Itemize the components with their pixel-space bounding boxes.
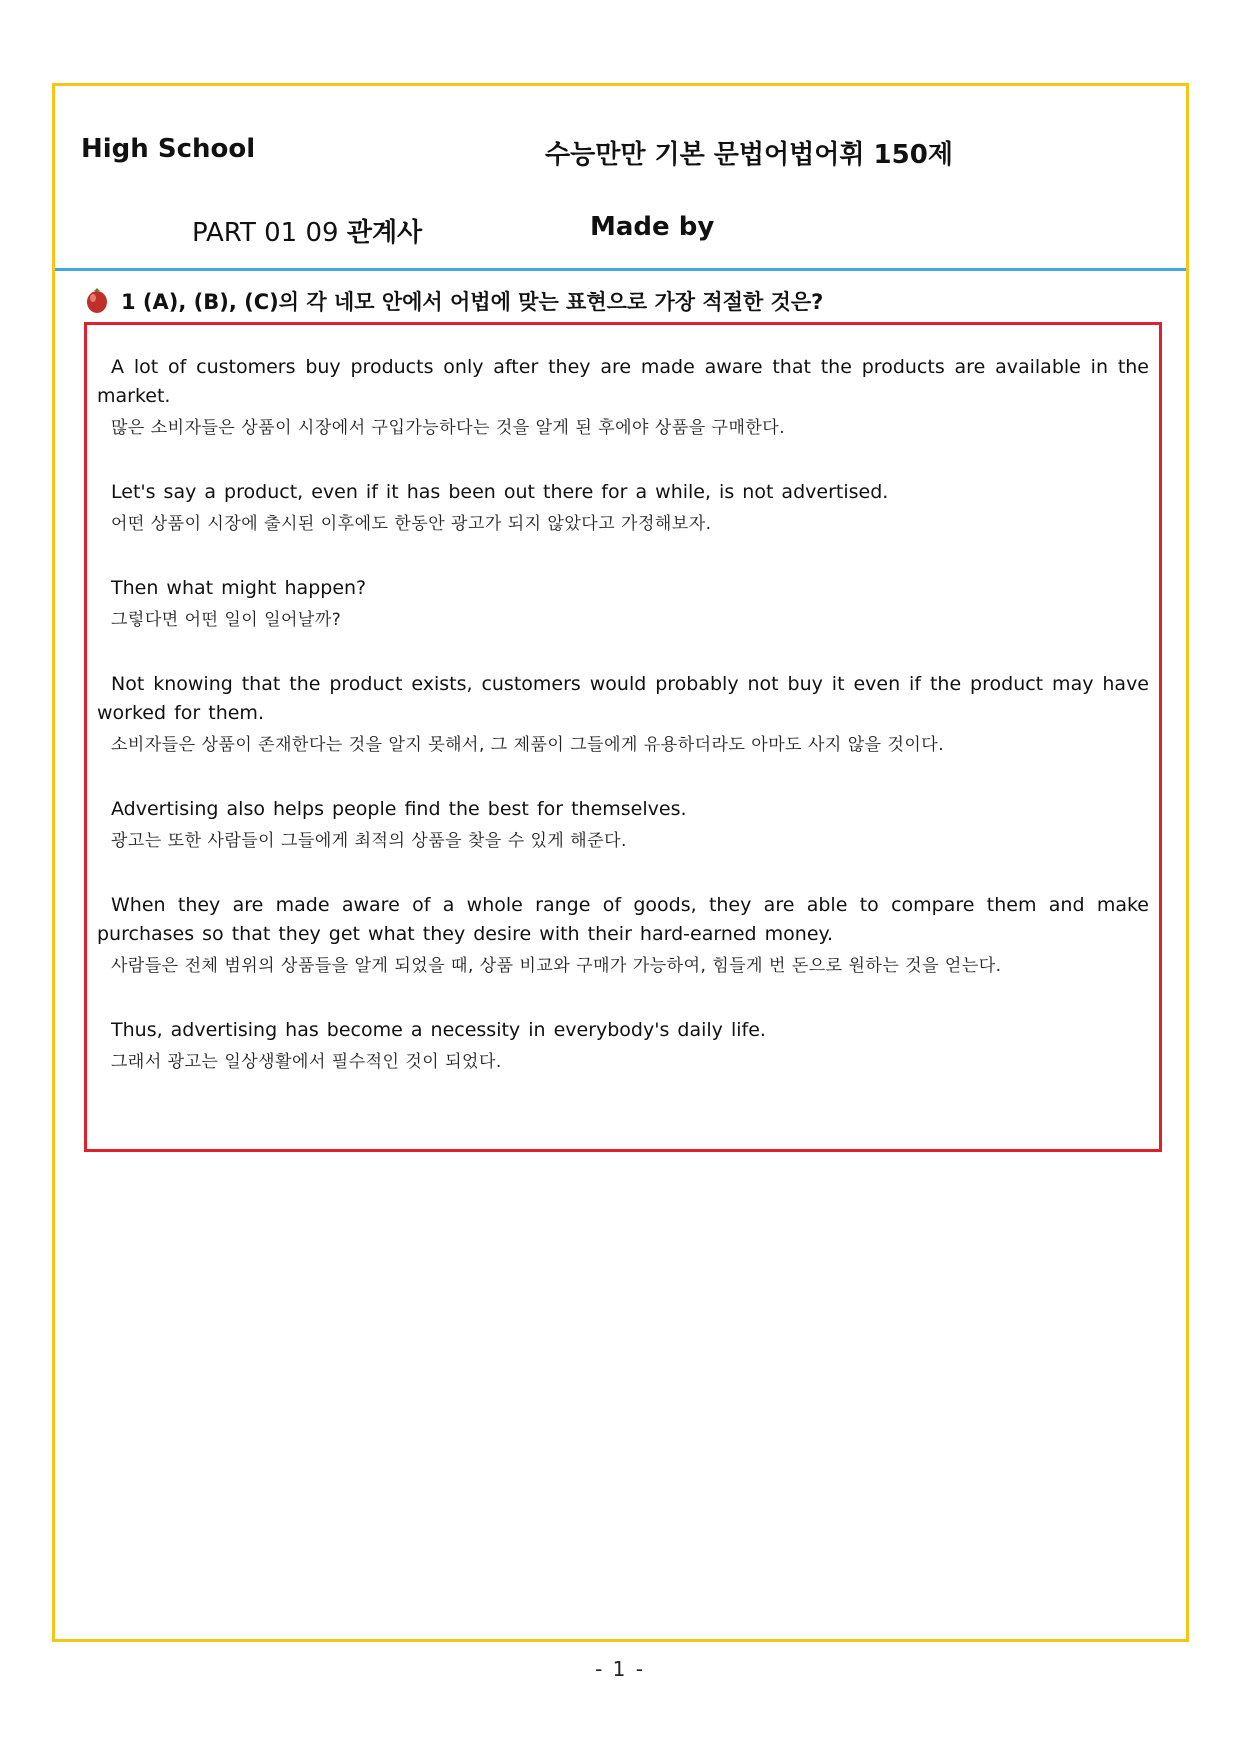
sentence-pair — [97, 670, 1149, 759]
part-topic: 관계사 — [346, 218, 423, 248]
sentence-pair — [97, 353, 1149, 442]
english-sentence: Let's say a product, even if it has been out there for a while, is not advertised. — [111, 481, 889, 503]
part-number: PART 01 09 — [192, 218, 339, 248]
english-sentence: Thus, advertising has become a necessity in everybody's daily life. — [111, 1019, 766, 1041]
sentence-pair — [97, 891, 1149, 980]
question-text: 1 (A), (B), (C)의 각 네모 안에서 어법에 맞는 표현으로 가장 적절한 것은? — [121, 290, 824, 314]
korean-translation: 그래서 광고는 일상생활에서 필수적인 것이 되었다. — [111, 1052, 502, 1072]
sentence-pair — [97, 1016, 1149, 1076]
header-divider — [55, 268, 1186, 271]
english-sentence: Then what might happen? — [111, 577, 367, 599]
part-heading — [192, 212, 422, 249]
book-title: 수능만만 기본 문법어법어휘 150제 — [545, 140, 953, 170]
page-frame — [52, 83, 1189, 1642]
english-sentence: A lot of customers buy products only after they are made aware that the products are available in the market. — [97, 356, 1149, 407]
school-label: High School — [81, 134, 256, 164]
sentence-pair — [97, 478, 1149, 538]
made-by-label: Made by — [590, 212, 715, 242]
korean-translation: 그렇다면 어떤 일이 일어날까? — [111, 610, 342, 630]
sentence-pair — [97, 574, 1149, 634]
passage-box — [84, 322, 1162, 1152]
red-drop-icon — [85, 288, 109, 314]
english-sentence: When they are made aware of a whole range of goods, they are able to compare them and make purchases so that they get what they desire with their hard-earned money. — [97, 894, 1149, 945]
question-line — [85, 286, 823, 316]
english-sentence: Advertising also helps people find the best for themselves. — [111, 798, 687, 820]
korean-translation: 소비자들은 상품이 존재한다는 것을 알지 못해서, 그 제품이 그들에게 유용하더라도 아마도 사지 않을 것이다. — [111, 735, 945, 755]
korean-translation: 광고는 또한 사람들이 그들에게 최적의 상품을 찾을 수 있게 해준다. — [111, 831, 627, 851]
korean-translation: 어떤 상품이 시장에 출시된 이후에도 한동안 광고가 되지 않았다고 가정해보자. — [111, 514, 712, 534]
page-number: - 1 - — [595, 1657, 645, 1681]
korean-translation: 사람들은 전체 범위의 상품들을 알게 되었을 때, 상품 비교와 구매가 가능하여, 힘들게 번 돈으로 원하는 것을 얻는다. — [111, 956, 1002, 976]
sentence-pair — [97, 795, 1149, 855]
english-sentence: Not knowing that the product exists, customers would probably not buy it even if the product may have worked for them. — [97, 673, 1149, 724]
korean-translation: 많은 소비자들은 상품이 시장에서 구입가능하다는 것을 알게 된 후에야 상품을 구매한다. — [111, 418, 786, 438]
